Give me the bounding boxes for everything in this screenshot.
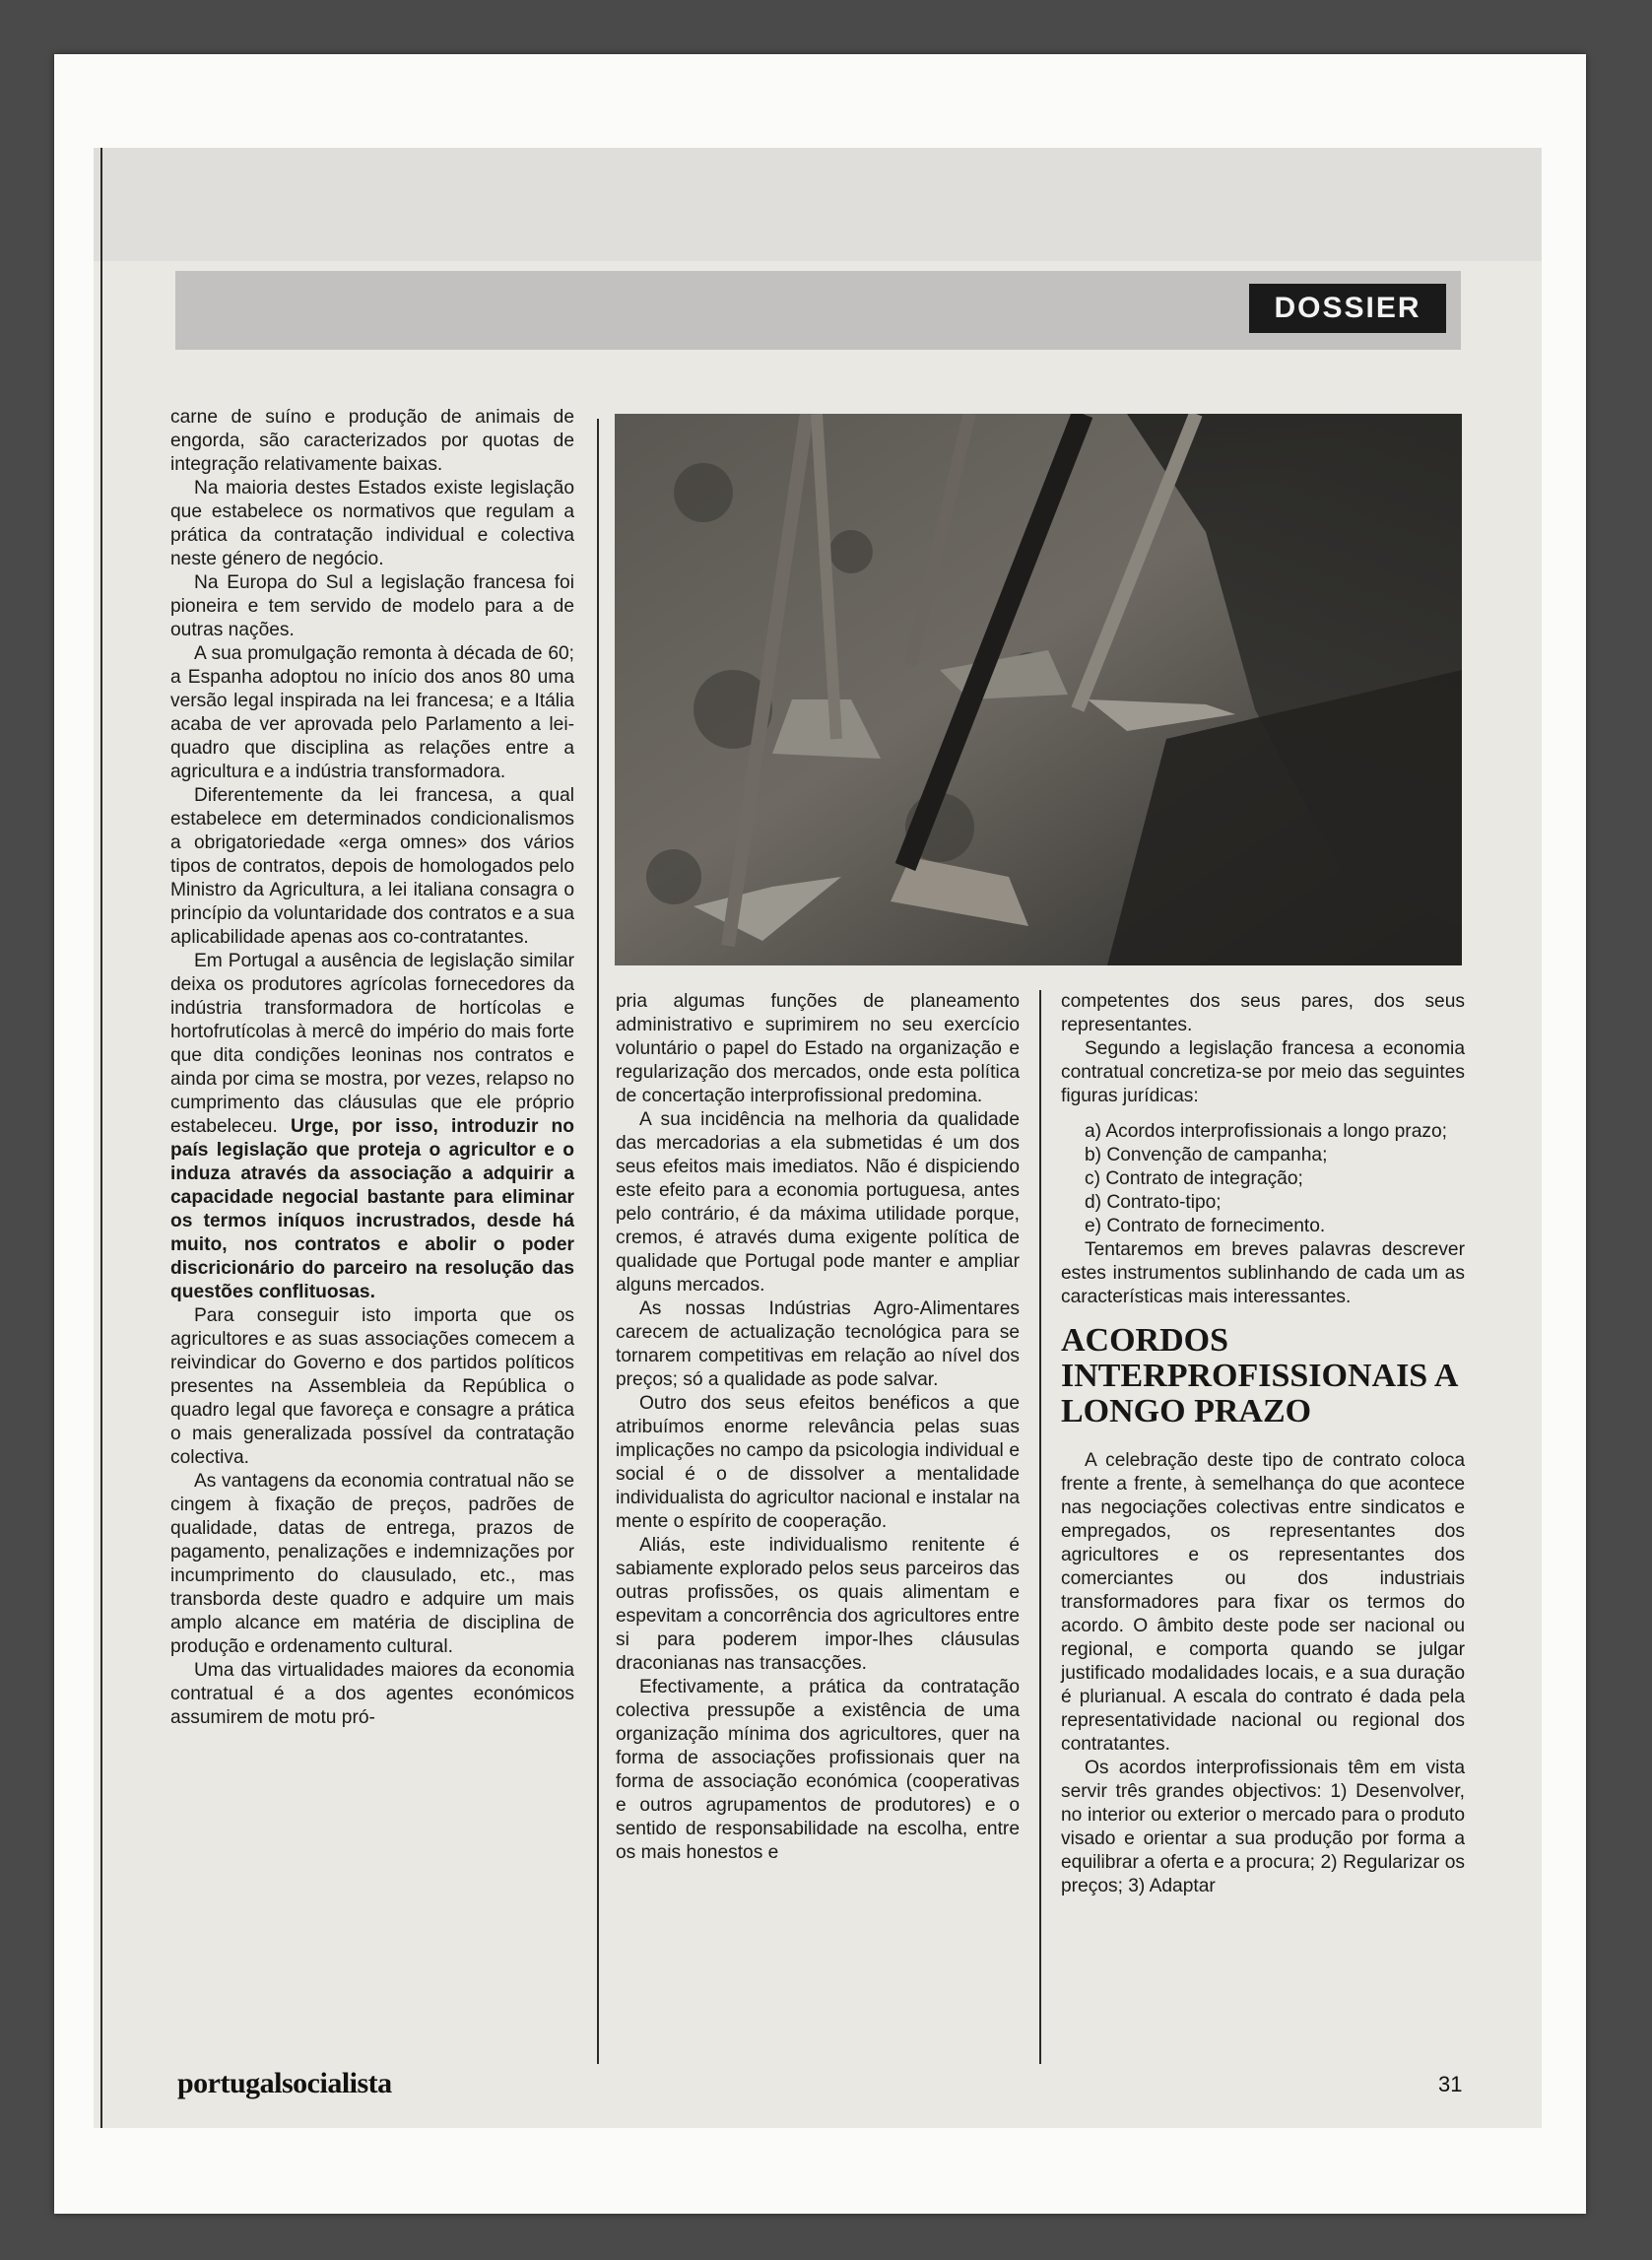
paragraph: Efectivamente, a prática da contratação colectiva pressupõe a existência de uma organização mínima dos agricultores, quer na forma de associações profissionais quer na forma de associação económica (cooperativas e outros agrupamentos de produtores) e o sentido de responsabilidade na escolha, entre os mais honestos e [616,1677,1020,1863]
paragraph: Diferentemente da lei francesa, a qual estabelece em determinados condicionalismos a obrigatoriedade «erga omnes» dos vários tipos de contratos, depois de homologados pelo Ministro da Agricultura, a lei italiana consagra o princípio da voluntaridade dos contratos e a sua aplicabilidade apenas aos co-contratantes. [170,785,574,948]
subheadline: ACORDOS INTERPROFISSIONAIS A LONGO PRAZO [1061,1322,1457,1429]
paragraph: As vantagens da economia contratual não se cingem à fixação de preços, padrões de qualidade, datas de entrega, prazos de pagamento, penalizações e indemnizações por incumprimento do clausulado, etc., mas transborda deste quadro e adquire um mais amplo alcance em matéria de disciplina de produção e ordenamento cultural. [170,1471,574,1657]
section-label: DOSSIER [1249,284,1446,333]
paragraph: Outro dos seus efeitos benéficos a que atribuímos enorme relevância pelas suas implicações no campo da psicologia individual e social é o de dissolver a mentalidade individualista do agricultor nacional e instalar na mente o espírito de cooperação. [616,1393,1020,1532]
middle-column [616,990,1020,2054]
paragraph: pria algumas funções de planeamento administrativo e suprimirem no seu exercício voluntário o papel do Estado na organização e regularização dos mercados, onde esta política de concertação interprofissional predomina. [616,991,1020,1106]
list-item: d) Contrato-tipo; [1085,1192,1222,1213]
clipping-top-band [94,148,1542,261]
photo-hoes-in-field [615,414,1462,965]
paragraph-with-emphasis [170,950,574,1304]
list-item: c) Contrato de integração; [1085,1168,1303,1189]
paragraph: Os acordos interprofissionais têm em vista servir três grandes objectivos: 1) Desenvolver, no interior ou exterior o mercado para o produto visado e orientar a sua produção por forma a equilibrar a oferta e a procura; 2) Regularizar os preços; 3) Adaptar [1061,1758,1465,1896]
paragraph: carne de suíno e produção de animais de engorda, são caracterizados por quotas de integração relativamente baixas. [170,407,574,475]
list-item: b) Convenção de campanha; [1085,1145,1328,1165]
right-column [1061,990,1465,2054]
paragraph: A sua promulgação remonta à década de 60; a Espanha adoptou no início dos anos 80 uma versão legal inspirada na lei francesa; e a Itália acaba de ver aprovada pelo Parlamento a lei-quadro que disciplina as relações entre a agricultura e a indústria transformadora. [170,643,574,782]
paragraph: A sua incidência na melhoria da qualidade das mercadorias a ela submetidas é um dos seus efeitos mais imediatos. Não é dispiciendo este efeito para a economia portuguesa, antes pelo contrário, é da máxima utilidade porque, cremos, é através duma exigente política de qualidade que Portugal pode manter e ampliar alguns mercados. [616,1109,1020,1296]
paragraph: Tentaremos em breves palavras descrever estes instrumentos sublinhando de cada um as características mais interessantes. [1061,1239,1465,1307]
left-column [170,406,574,2046]
publication-masthead: portugalsocialista [177,2067,392,2099]
spacer [1061,1108,1465,1120]
list-item: a) Acordos interprofissionais a longo prazo; [1085,1121,1447,1142]
paragraph: competentes dos seus pares, dos seus representantes. [1061,991,1465,1035]
emphasis-text: Urge, por isso, introduzir no país legislação que proteja o agricultor e o induza através da associação a adquirir a capacidade negocial bastante para eliminar os termos iníquos incrustrados, desde há muito, nos contratos e abolir o poder discricionário do parceiro na resolução das questões conflituosas. [170,1116,574,1302]
clipping-edge [100,148,102,2128]
list-item: e) Contrato de fornecimento. [1085,1216,1326,1236]
paragraph: Na maioria destes Estados existe legislação que estabelece os normativos que regulam a prática da contratação individual e colectiva neste género de negócio. [170,478,574,569]
paragraph: Aliás, este individualismo renitente é sabiamente explorado pelos seus parceiros das outras profissões, os quais alimentam e espevitam a concorrência dos agricultores entre si para poderem impor-lhes cláusulas draconianas nas transacções. [616,1535,1020,1674]
paragraph: Na Europa do Sul a legislação francesa foi pioneira e tem servido de modelo para a de outras nações. [170,572,574,640]
paragraph-text: Em Portugal a ausência de legislação similar deixa os produtores agrícolas fornecedores da indústria transformadora de hortícolas e hortofrutícolas à mercê do império do mais forte que dita condições leoninas nos contratos e ainda por cima se mostra, por vezes, relapso no cumprimento das cláusulas que ele próprio estabeleceu. [170,951,574,1137]
paragraph: As nossas Indústrias Agro-Alimentares carecem de actualização tecnológica para se tornarem competitivas em relação ao nível dos preços; só a qualidade as pode salvar. [616,1298,1020,1390]
paragraph: Para conseguir isto importa que os agricultores e as suas associações comecem a reivindicar do Governo e dos partidos políticos presentes na Assembleia da República o quadro legal que favoreça e consagre a prática o mais generalizada possível da contratação colectiva. [170,1305,574,1468]
paragraph: Uma das virtualidades maiores da economia contratual é a dos agentes económicos assumirem de motu pró- [170,1660,574,1728]
page-number: 31 [1438,2072,1463,2096]
photo-image [615,414,1462,965]
paragraph: A celebração deste tipo de contrato coloca frente a frente, à semelhança do que acontece nas negociações colectivas entre sindicatos e empregados, os representantes dos agricultores e os representantes dos comerciantes ou dos industriais transformadores para fixar os termos do acordo. O âmbito deste pode ser nacional ou regional, e comporta quando se julgar justificado modalidades locais, e a sua duração é plurianual. A escala do contrato é dada pela representatividade nacional ou regional dos contratantes. [1061,1450,1465,1755]
paragraph: Segundo a legislação francesa a economia contratual concretiza-se por meio das seguintes figuras jurídicas: [1061,1038,1465,1106]
column-rule [1039,990,1041,2064]
column-rule [597,419,599,2064]
